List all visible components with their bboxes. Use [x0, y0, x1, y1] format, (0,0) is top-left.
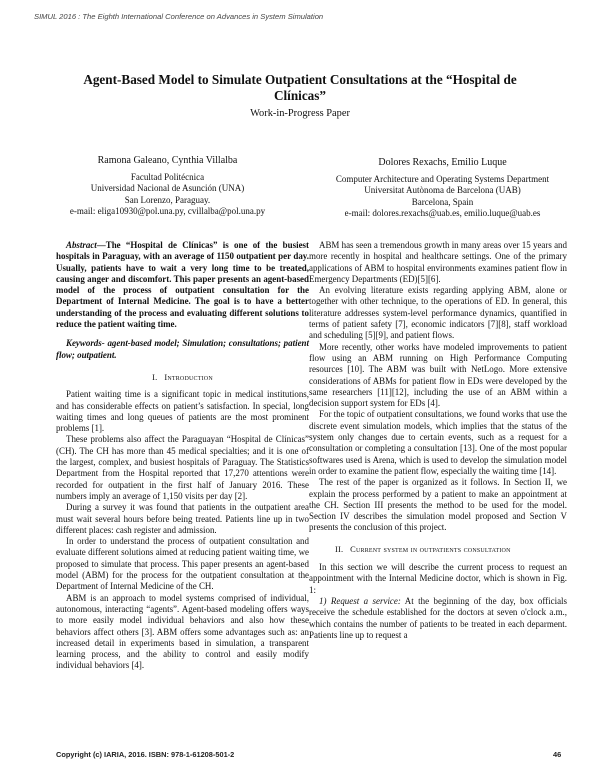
right-column	[309, 240, 567, 641]
section-heading-introduction	[56, 372, 309, 383]
abstract	[56, 240, 309, 330]
paragraph: These problems also affect the Paraguayan “Hospital de Clínicas” (CH). The CH has more than 45 medical specialties; and it is one of the largest, complex, and busiest hospitals of Paraguay. The Statistics Department from the Hospital reported that 17,270 attentions were recorded for outpatient in the first half of January 2016. These numbers imply an average of 1,150 visits per day [2].	[56, 434, 309, 501]
paragraph: ABM is an approach to model systems comprised of individual, autonomous, interacting “agents”. Agent-based modeling offers ways to more easily model individual behaviors and also how these behaviors affect others [3]. ABM offers some advantages such as: an increased detail in experiments based in simulation, a transparent learning process, and the ability to control and easily modify individual behaviors [4].	[56, 592, 309, 671]
affiliation-line: Facultad Politécnica	[130, 171, 205, 182]
subsection-label: 1) Request a service:	[319, 595, 401, 606]
paragraph: More recently, other works have modeled improvements to patient flow using an ABM running on High Performance Computing resources [10]. The ABM was built with NetLogo. More extensive considerations of ABMs for patient flow in EDs were developed by the same researchers [11][12], including the use of an ABM within a decision support system for EDs [4].	[309, 341, 567, 409]
keywords: Keywords- agent-based model; Simulation; consultations; patient flow; outpatient.	[56, 338, 309, 360]
page-number: 46	[553, 750, 562, 759]
paragraph: Patient waiting time is a significant topic in medical institutions, and has considerable effects on patient’s satisfaction. In special, long waiting times and long queues of patients are the most prominent problems [1].	[56, 389, 309, 434]
paragraph: In this section we will describe the current process to request an appointment with the Internal Medicine doctor, which is shown in Fig. 1:	[309, 562, 567, 595]
affiliation-line: Computer Architecture and Operating Systems Department	[335, 173, 550, 184]
paragraph: During a survey it was found that patients in the outpatient area must wait several hours before being treated. Patients line up in two different places: cash register and admission.	[56, 502, 309, 535]
paragraph: ABM has seen a tremendous growth in many areas over 15 years and more recently in hospital and healthcare settings. One of the primary applications of ABM to hospital environments examines patient flow in Emergency Departments (ED)[5][6].	[309, 240, 567, 284]
author-email-left: e-mail: eliga10930@pol.una.py, cvillalba@pol.una.py	[69, 206, 266, 216]
authors-left-block	[40, 155, 295, 218]
paragraph: For the topic of outpatient consultations, we found works that use the discrete event simulation models, which implies that the status of the system only changes due to certain events, such as a request for a consultation or completing a consultation [13]. One of the most popular softwares used is Arena, which is used to develop the simulation model in order to examine the patient flow, especially the waiting time [14].	[309, 409, 567, 476]
affiliation-line: San Lorenzo, Paraguay.	[124, 194, 211, 205]
section-title: Introduction	[164, 372, 213, 382]
abstract-label: Abstract	[66, 240, 97, 250]
running-head: SIMUL 2016 : The Eighth International Conference on Advances in System Simulation	[34, 12, 324, 21]
affiliation-line: Universidad Nacional de Asunción (UNA)	[90, 183, 245, 193]
paragraph-text: At the beginning of the day, box officials receive the schedule established for the doctors at seven o'clock a.m., which contains the number of patients to be treated in each deparment. Patients line up to request a	[309, 595, 567, 640]
paper-title: Agent-Based Model to Simulate Outpatient Consultations at the “Hospital de Clínicas”	[83, 72, 517, 103]
abstract-text: —The “Hospital de Clínicas” is one of the busiest hospitals in Paraguay, with an average of 1150 outpatient per day. Usually, patients have to wait a very long time to be treated, causing anger and discomfort. This paper presents an agent-based model of the process of outpatient consultation for the Department of Internal Medicine. The goal is to have a better understanding of the process and evaluating different solutions to reduce the patient waiting time.	[56, 240, 309, 330]
footer-copyright: Copyright (c) IARIA, 2016. ISBN: 978-1-61208-501-2	[56, 750, 235, 759]
paragraph: An evolving literature exists regarding applying ABM, alone or together with other technique, to the operations of ED. In general, this literature addresses system-level performance dynamics, quantified in terms of patient safety [7], economic indicators [7][8], staff workload and scheduling [5][9], and patient flows.	[309, 285, 567, 341]
affiliation-line: Universitat Autònoma de Barcelona (UAB)	[364, 185, 521, 195]
section-heading-current-system	[309, 544, 567, 555]
paper-subtitle: Work-in-Progress Paper	[250, 108, 350, 119]
author-names-left: Ramona Galeano, Cynthia Villalba	[97, 155, 238, 166]
paragraph: In order to understand the process of outpatient consultation and evaluate different solutions aimed at reducing patient waiting time, we proposed to simulate that process. This paper presents an agent-based model (ABM) for the process for the outpatient consultation at the Department of Internal Medicine of the CH.	[56, 536, 309, 592]
authors-right-block	[300, 157, 585, 220]
paragraph	[309, 596, 567, 641]
affiliation-line: Barcelona, Spain	[411, 196, 474, 207]
author-email-right: e-mail: dolores.rexachs@uab.es, emilio.luque@uab.es	[344, 208, 541, 218]
left-column	[56, 240, 309, 672]
section-number: II.	[335, 544, 344, 554]
paragraph: The rest of the paper is organized as it follows. In Section II, we explain the process performed by a patient to make an appointment at the CH. Section III presents the method to be used for the model. Section IV describes the simulation model proposed and Section V presents the conclusion of this project.	[309, 477, 567, 533]
author-names-right: Dolores Rexachs, Emilio Luque	[378, 157, 507, 168]
section-title: Current system in outpatients consultation	[350, 544, 511, 554]
section-number: I.	[152, 372, 158, 382]
